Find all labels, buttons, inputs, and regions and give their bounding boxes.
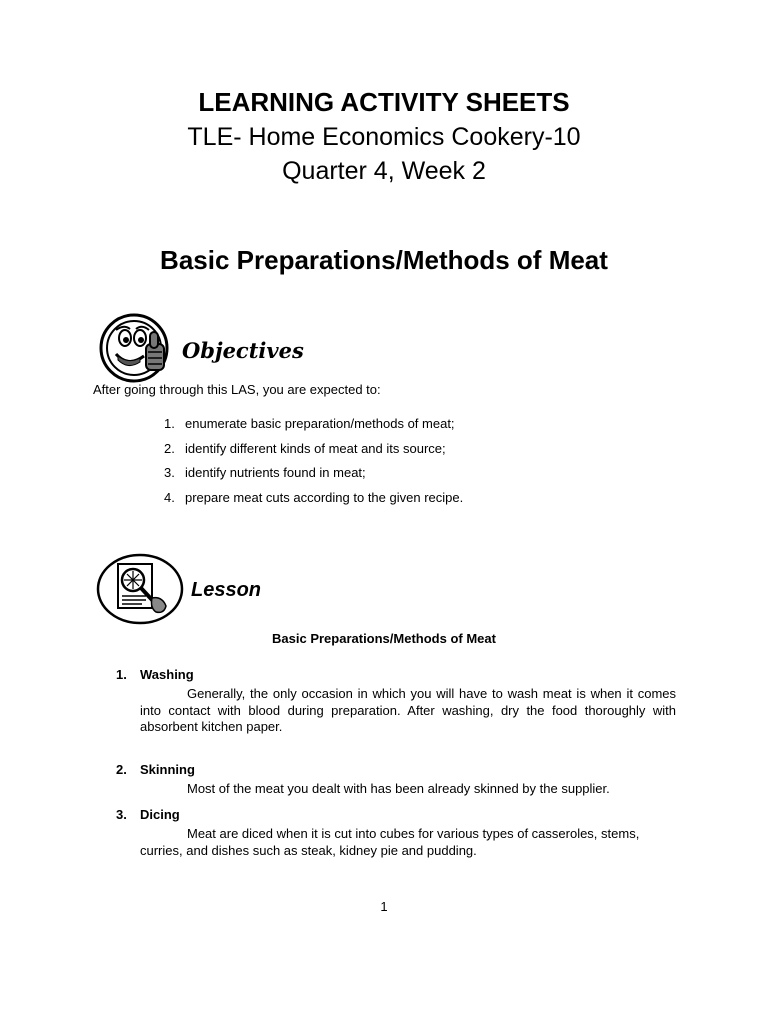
section-number: 2. [116,762,127,777]
header-subject: TLE- Home Economics Cookery-10 [187,123,581,151]
section-heading-text: Dicing [140,807,180,822]
list-item-text: identify different kinds of meat and its source; [185,440,446,456]
header-title: LEARNING ACTIVITY SHEETS [198,87,570,117]
section-heading-text: Washing [140,667,194,682]
objectives-heading: Objectives [182,338,304,363]
list-item-number: 2. [164,440,175,456]
list-item [164,461,463,486]
section-heading [116,806,676,824]
section-number: 1. [116,667,127,682]
list-item [164,412,463,437]
section-body: Most of the meat you dealt with has been already skinned by the supplier. [187,781,610,796]
list-item-number: 1. [164,416,175,431]
document-header [0,84,768,188]
lesson-title: Basic Preparations/Methods of Meat [272,631,496,646]
thumbs-up-smiley-icon [96,310,178,384]
section-body: Generally, the only occasion in which you will have to wash meat is when it comes into contact with blood during preparation. After washing, dry the food thoroughly with absorbent kitchen paper. [140,686,676,734]
objectives-intro: After going through this LAS, you are expected to: [93,382,381,397]
header-quarter-week: Quarter 4, Week 2 [282,157,486,185]
list-item-number: 3. [164,465,175,480]
list-item [164,486,463,511]
list-item-text: enumerate basic preparation/methods of meat; [185,416,455,431]
lesson-heading: Lesson [191,579,262,601]
list-item-text: prepare meat cuts according to the given recipe. [185,489,464,505]
section-heading-text: Skinning [140,762,195,777]
lesson-section-dicing [116,806,676,859]
section-number: 3. [116,807,127,822]
lesson-section-skinning [116,761,676,798]
list-item [164,437,463,462]
list-item-number: 4. [164,489,175,505]
section-body: Meat are diced when it is cut into cubes for various types of casseroles, stems, curries, and dishes such as steak, kidney pie and pudding. [140,826,640,858]
magnifying-glass-document-icon [96,552,186,626]
list-item-text: identify nutrients found in meat; [185,465,366,480]
document-title: Basic Preparations/Methods of Meat [160,245,608,275]
section-heading [116,666,676,684]
page-number: 1 [380,899,388,914]
section-heading [116,761,676,779]
lesson-section-washing [116,666,676,736]
objectives-list [164,412,463,510]
